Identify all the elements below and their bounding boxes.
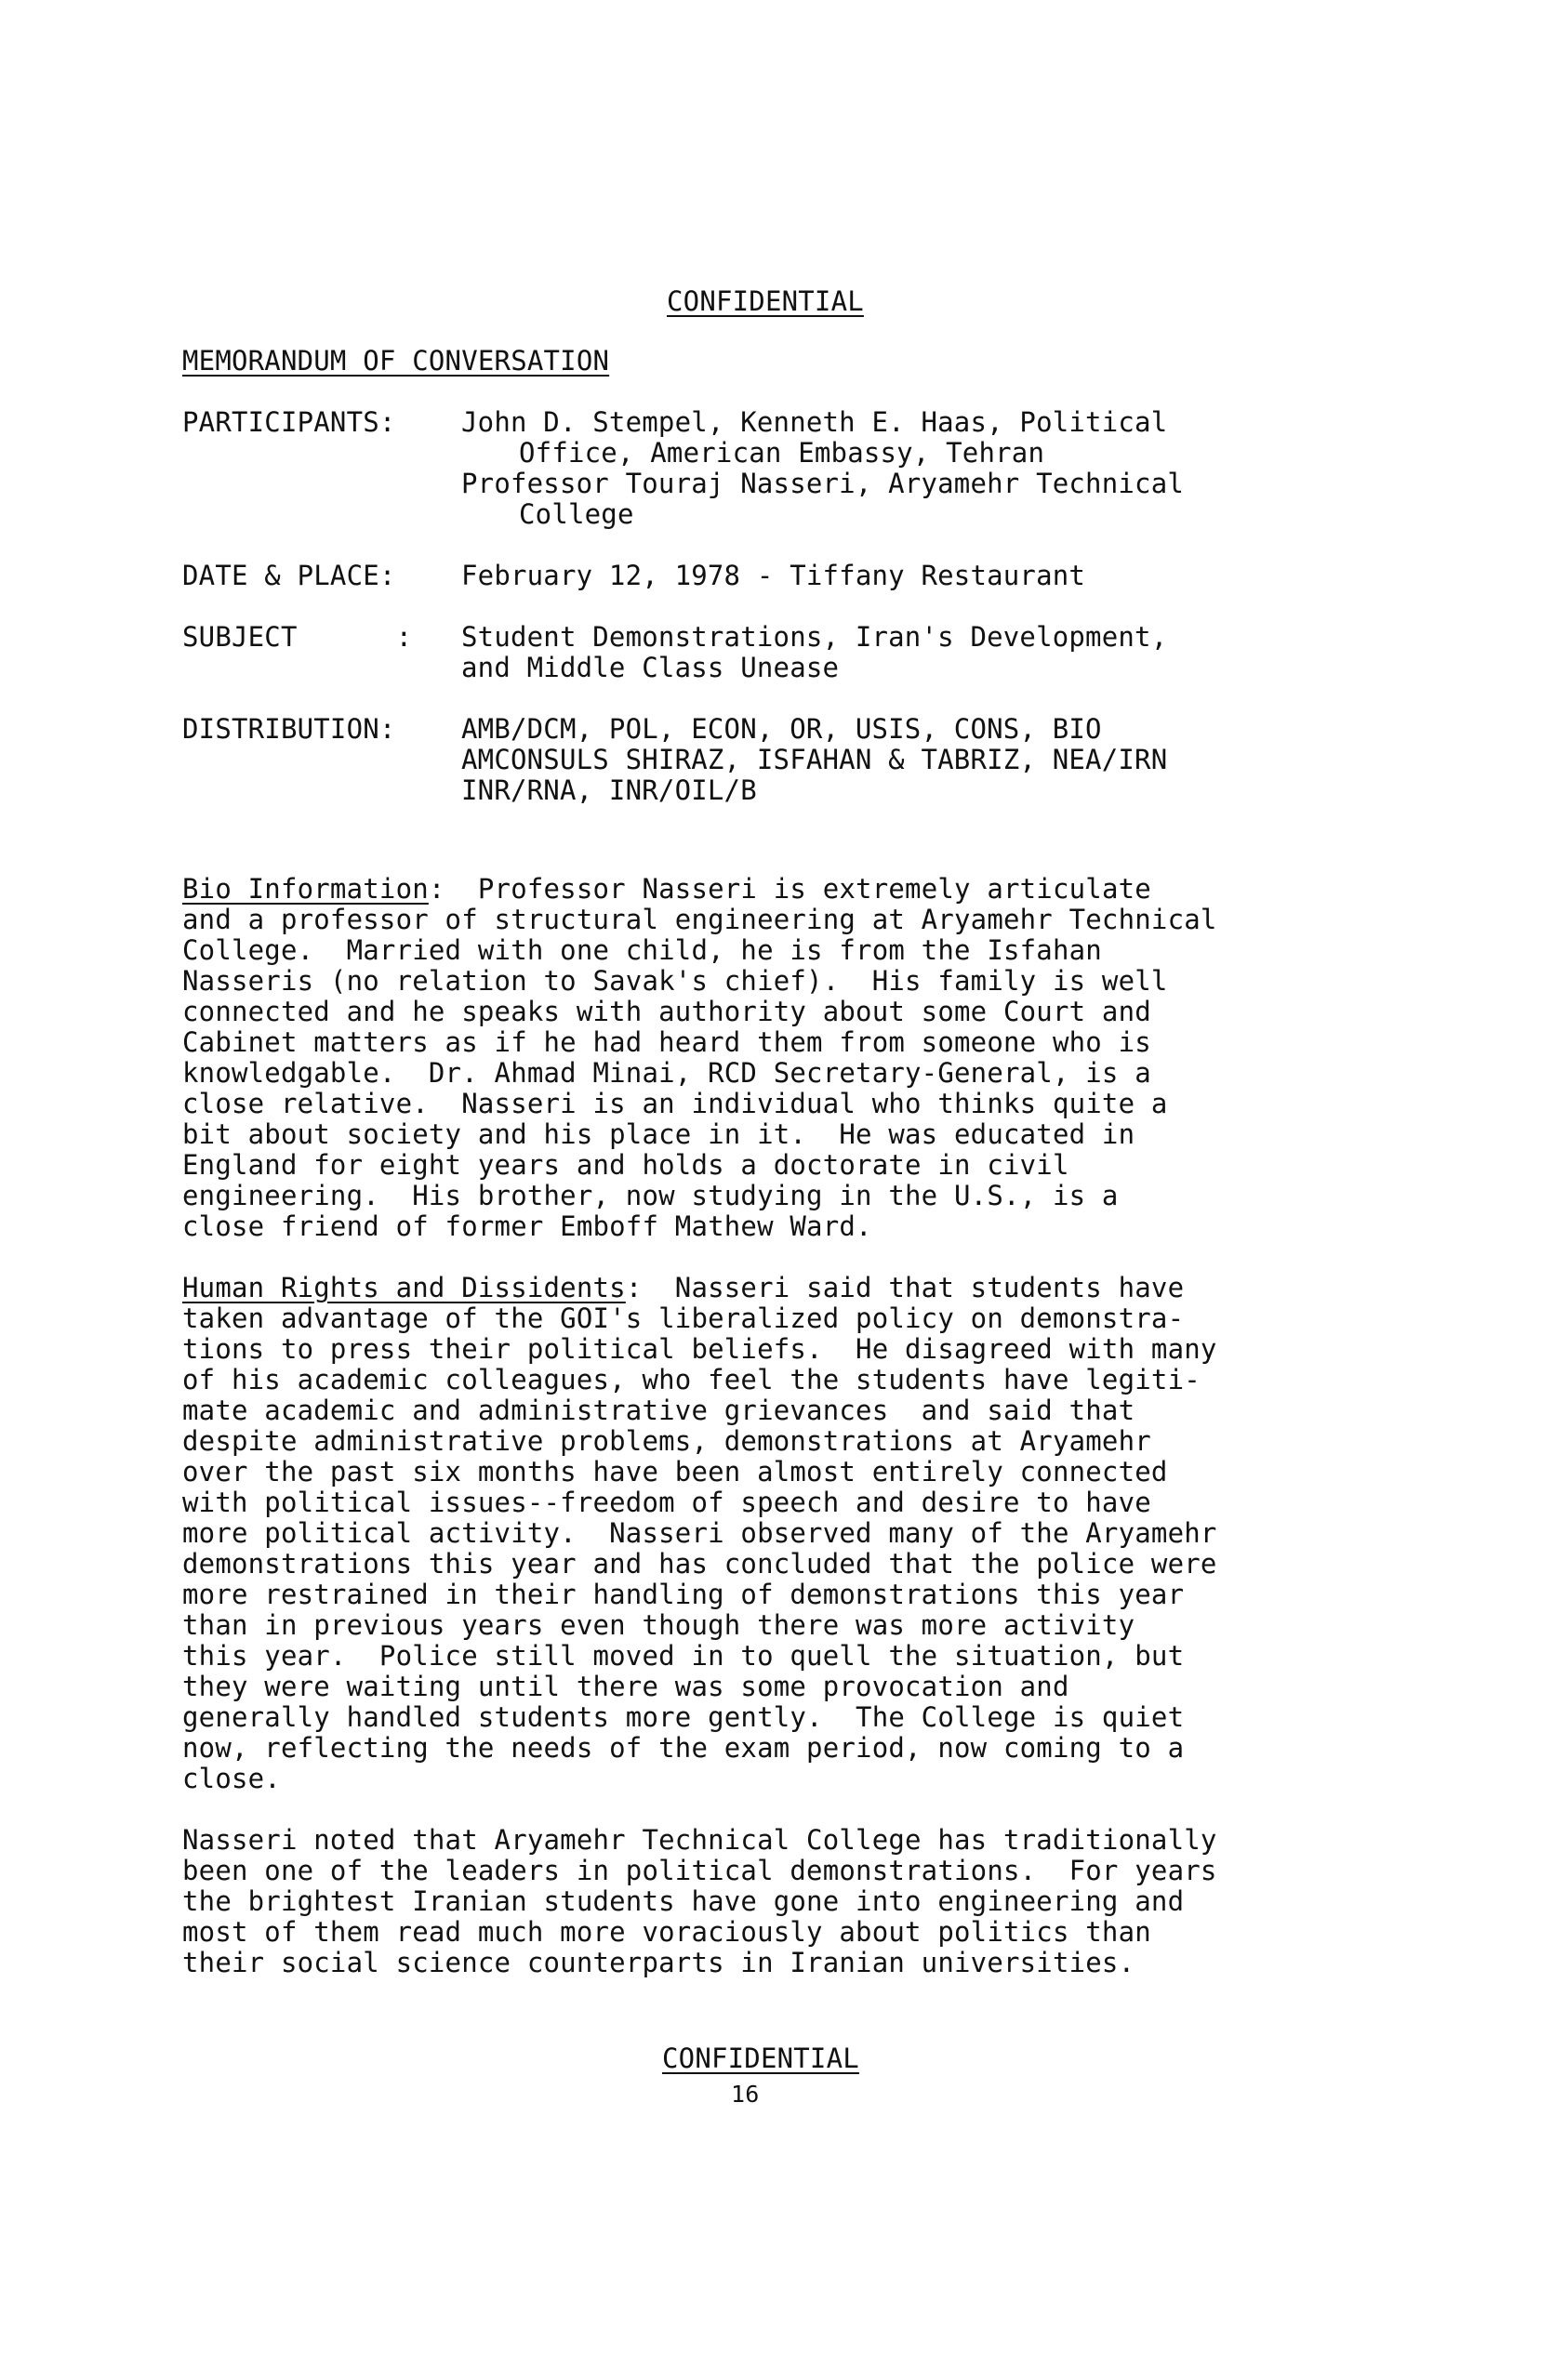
- paragraph-line: tions to press their political beliefs. He disagreed with many: [182, 1333, 1217, 1365]
- paragraph-line: despite administrative problems, demonstrations at Aryamehr: [182, 1425, 1151, 1457]
- participants-row: [182, 407, 1391, 530]
- date-place-label: DATE & PLACE:: [182, 560, 396, 591]
- subject-line: Student Demonstrations, Iran's Development,: [461, 621, 1168, 653]
- date-place-line: February 12, 1978 - Tiffany Restaurant: [461, 560, 1086, 591]
- subject-label: SUBJECT :: [182, 621, 413, 653]
- paragraph-line: close.: [182, 1763, 281, 1794]
- subject-value: [461, 622, 1391, 683]
- paragraph-line: of his academic colleagues, who feel the students have legiti-: [182, 1364, 1201, 1395]
- distribution-label: DISTRIBUTION:: [182, 713, 396, 745]
- classification-marking-top: CONFIDENTIAL: [667, 285, 864, 317]
- paragraph-line: demonstrations this year and has concluded that the police were: [182, 1548, 1217, 1580]
- paragraph-line: now, reflecting the needs of the exam period, now coming to a: [182, 1732, 1185, 1764]
- paragraph-line-text: : Professor Nasseri is extremely articulate: [428, 873, 1151, 905]
- paragraph-line: than in previous years even though there was more activity: [182, 1609, 1135, 1641]
- distribution-line: INR/RNA, INR/OIL/B: [461, 774, 757, 806]
- bio-information-heading: Bio Information: [182, 873, 429, 905]
- participants-line: College: [519, 498, 634, 530]
- bio-information-paragraph: [182, 874, 1391, 1242]
- paragraph-line: the brightest Iranian students have gone into engineering and: [182, 1885, 1185, 1917]
- paragraph-line: Cabinet matters as if he had heard them from someone who is: [182, 1026, 1151, 1058]
- paragraph-line: with political issues--freedom of speech and desire to have: [182, 1487, 1151, 1518]
- paragraph-line: connected and he speaks with authority about some Court and: [182, 996, 1151, 1027]
- classification-marking-bottom: CONFIDENTIAL: [662, 2043, 859, 2074]
- participants-line: Office, American Embassy, Tehran: [519, 437, 1045, 469]
- paragraph-line: taken advantage of the GOI's liberalized policy on demonstra-: [182, 1302, 1185, 1334]
- distribution-line: AMB/DCM, POL, ECON, OR, USIS, CONS, BIO: [461, 713, 1102, 745]
- memo-title: MEMORANDUM OF CONVERSATION: [182, 345, 610, 377]
- paragraph-line: Nasseri noted that Aryamehr Technical College has traditionally: [182, 1824, 1217, 1856]
- paragraph-line: bit about society and his place in it. He was educated in: [182, 1118, 1135, 1150]
- page-number: 16: [731, 2081, 760, 2108]
- paragraph-line: [182, 1273, 1391, 1303]
- subject-row: [182, 622, 1391, 683]
- paragraph-line: been one of the leaders in political demonstrations. For years: [182, 1855, 1217, 1886]
- paragraph-line: more political activity. Nasseri observed many of the Aryamehr: [182, 1517, 1217, 1549]
- date-place-value: [461, 561, 1391, 591]
- paragraph-line: knowledgable. Dr. Ahmad Minai, RCD Secretary-General, is a: [182, 1057, 1151, 1089]
- date-place-row: [182, 561, 1391, 591]
- paragraph-line: generally handled students more gently. The College is quiet: [182, 1701, 1185, 1733]
- paragraph-line: their social science counterparts in Iranian universities.: [182, 1947, 1135, 1978]
- paragraph-line: more restrained in their handling of demonstrations this year: [182, 1579, 1185, 1610]
- paragraph-line: they were waiting until there was some provocation and: [182, 1671, 1069, 1702]
- memo-body: [182, 874, 1391, 2009]
- paragraph-line: close relative. Nasseri is an individual who thinks quite a: [182, 1088, 1168, 1119]
- memo-header: [182, 407, 1391, 837]
- participants-line: Professor Touraj Nasseri, Aryamehr Technical: [461, 468, 1185, 499]
- distribution-value: [461, 714, 1391, 806]
- paragraph-line: England for eight years and holds a doctorate in civil: [182, 1149, 1069, 1181]
- paragraph-line-text: : Nasseri said that students have: [625, 1272, 1185, 1303]
- participants-label: PARTICIPANTS:: [182, 406, 396, 438]
- paragraph-line: engineering. His brother, now studying in the U.S., is a: [182, 1180, 1119, 1211]
- participants-value: [461, 407, 1391, 530]
- paragraph-line: this year. Police still moved in to quell the situation, but: [182, 1640, 1185, 1672]
- aryamehr-paragraph: [182, 1825, 1391, 1978]
- participants-line: John D. Stempel, Kenneth E. Haas, Political: [461, 406, 1168, 438]
- paragraph-line: and a professor of structural engineering at Aryamehr Technical: [182, 904, 1217, 935]
- paragraph-line: College. Married with one child, he is from the Isfahan: [182, 934, 1102, 966]
- paragraph-line: mate academic and administrative grievances and said that: [182, 1395, 1135, 1426]
- paragraph-line: close friend of former Emboff Mathew Ward.: [182, 1210, 872, 1242]
- paragraph-line: [182, 874, 1391, 905]
- distribution-line: AMCONSULS SHIRAZ, ISFAHAN & TABRIZ, NEA/IRN: [461, 744, 1168, 775]
- paragraph-line: most of them read much more voraciously about politics than: [182, 1916, 1151, 1948]
- subject-line: and Middle Class Unease: [461, 652, 840, 683]
- distribution-row: [182, 714, 1391, 806]
- paragraph-line: Nasseris (no relation to Savak's chief). His family is well: [182, 965, 1168, 997]
- paragraph-line: over the past six months have been almost entirely connected: [182, 1456, 1168, 1488]
- human-rights-paragraph: [182, 1273, 1391, 1794]
- human-rights-heading: Human Rights and Dissidents: [182, 1272, 626, 1303]
